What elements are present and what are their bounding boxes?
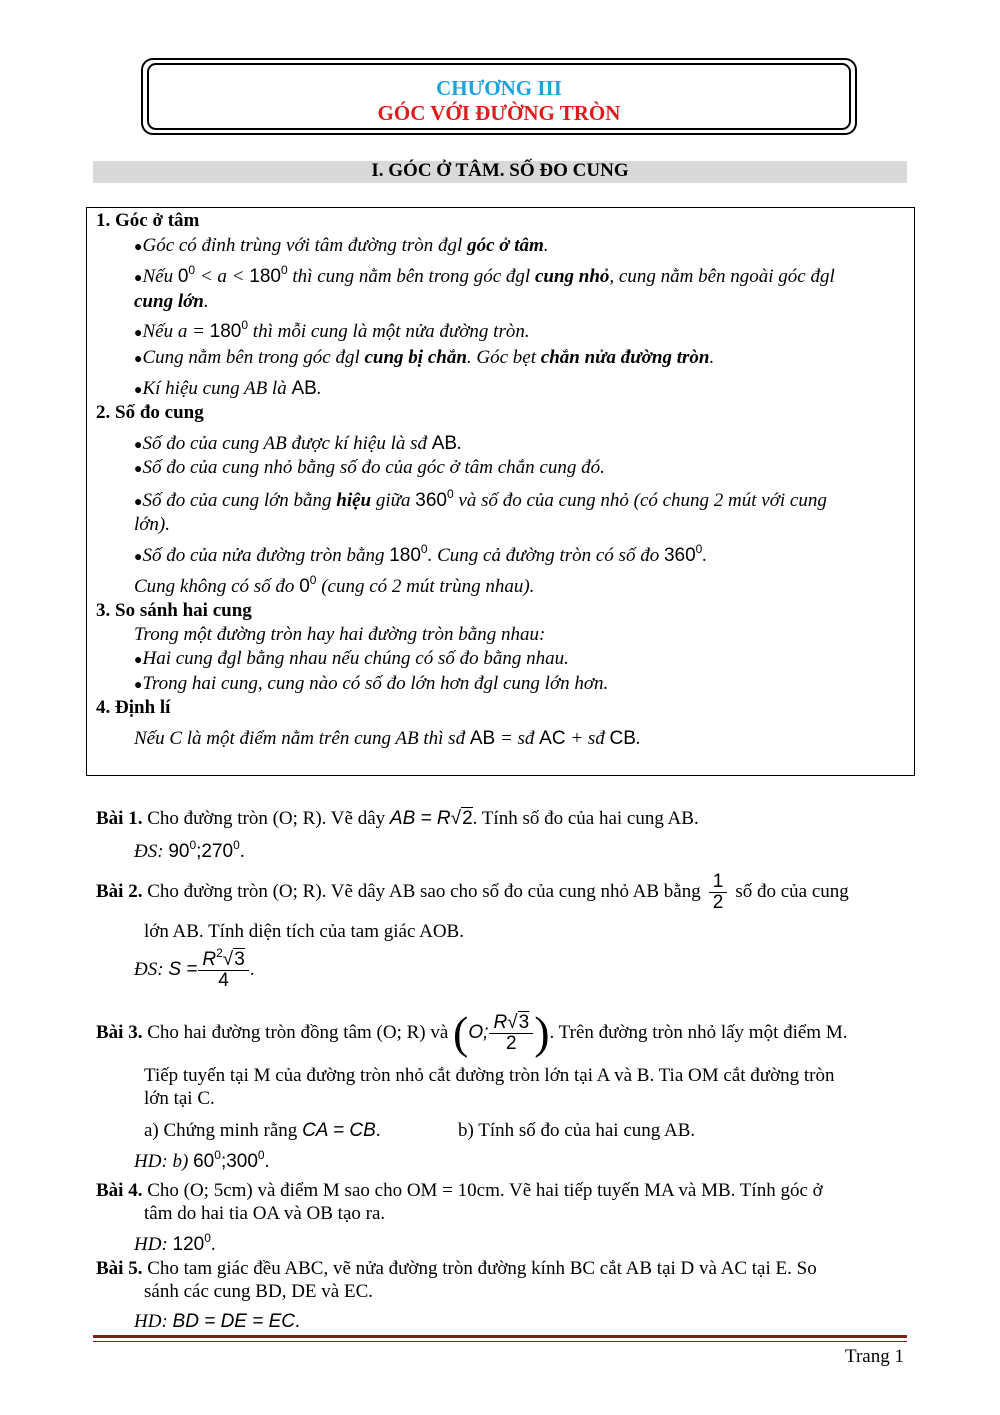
theory-line-6: ●Số đo của cung AB được kí hiệu là sđ AB.	[134, 433, 462, 454]
exercise-2-line2: lớn AB. Tính diện tích của tam giác AOB.	[144, 921, 464, 942]
right-paren: )	[534, 1007, 550, 1058]
theory-line-9: ●Số đo của nửa đường tròn bằng $180^0$. Cung cả đường tròn có số đo $360^0$.	[134, 542, 708, 566]
exercise-3-part-b: b) Tính số đo của hai cung AB.	[458, 1120, 696, 1141]
theory-line-1: ●Góc có đỉnh trùng với tâm đường tròn đgl góc ở tâm.	[134, 235, 549, 256]
exercise-4: Bài 4. Cho (O; 5cm) và điểm M sao cho OM = 10cm. Vẽ hai tiếp tuyến MA và MB. Tính góc ở	[96, 1180, 823, 1201]
theory-line-11: Trong một đường tròn hay hai đường tròn bằng nhau:	[134, 624, 546, 645]
theory-line-14: Nếu C là một điểm nằm trên cung AB thì sđ AB = sđ AC + sđ CB.	[134, 728, 641, 749]
exercise-3-line2: Tiếp tuyến tại M của đường tròn nhỏ cắt đường tròn lớn tại A và B. Tia OM cắt đường tròn	[144, 1065, 835, 1086]
exercise-4-hint: HD: $120^0$.	[134, 1231, 216, 1255]
heading-dinh-li: 4. Định lí	[96, 697, 171, 718]
theory-line-7: ●Số đo của cung nhỏ bằng số đo của góc ở tâm chắn cung đó.	[134, 457, 605, 478]
exercise-2: Bài 2. Cho đường tròn (O; R). Vẽ dây AB sao cho số đo của cung nhỏ AB bằng $\frac{1}{2}$ số đo của cung	[96, 871, 849, 913]
exercise-5-line2: sánh các cung BD, DE và EC.	[144, 1281, 373, 1302]
theory-line-8b: lớn).	[134, 514, 170, 535]
heading-so-sanh-hai-cung: 3. So sánh hai cung	[96, 600, 252, 621]
footer-rule-thick	[93, 1335, 907, 1338]
chapter-number: CHƯƠNG III	[436, 76, 562, 100]
theory-line-2: ●Nếu $0^0 < a < 180^0$ thì cung nằm bên trong góc đgl cung nhỏ, cung nằm bên ngoài góc đgl	[134, 263, 835, 287]
exercise-5-hint: HD: BD = DE = EC.	[134, 1311, 300, 1332]
exercise-3-line3: lớn tại C.	[144, 1088, 215, 1109]
theory-line-3: ●Nếu $a = 180^0$ thì mỗi cung là một nửa đường tròn.	[134, 318, 530, 342]
theory-line-12: ●Hai cung đgl bằng nhau nếu chúng có số đo bằng nhau.	[134, 648, 569, 669]
theory-line-2b: cung lớn.	[134, 291, 209, 312]
theory-line-8: ●Số đo của cung lớn bằng hiệu giữa $360^0$ và số đo của cung nhỏ (có chung 2 mút với cung	[134, 487, 827, 511]
footer-rule-thin	[93, 1341, 907, 1342]
left-paren: (	[453, 1007, 469, 1058]
exercise-4-line2: tâm do hai tia OA và OB tạo ra.	[144, 1203, 386, 1224]
heading-so-do-cung: 2. Số đo cung	[96, 402, 204, 423]
exercise-2-answer: ĐS: S = $\frac{R^2√3}{4}$ .	[134, 946, 255, 991]
theory-line-4: ●Cung nằm bên trong góc đgl cung bị chắn. Góc bẹt chắn nửa đường tròn.	[134, 347, 715, 368]
fraction-one-half: $\frac{1}{2}$	[711, 872, 726, 913]
chapter-title: GÓC VỚI ĐƯỜNG TRÒN	[377, 101, 621, 125]
exercise-1-answer: ĐS: $90^0;270^0$.	[134, 838, 245, 862]
exercise-1: Bài 1. Cho đường tròn (O; R). Vẽ dây AB = R√2. Tính số đo của hai cung AB.	[96, 808, 699, 829]
exercise-5: Bài 5. Cho tam giác đều ABC, vẽ nửa đường tròn đường kính BC cắt AB tại D và AC tại E. So	[96, 1258, 817, 1279]
fraction-radius: $\frac{R√3}{2}$	[491, 1013, 531, 1054]
exercise-3-hint: HD: b) $60^0;300^0$.	[134, 1148, 270, 1172]
theory-line-5: ●Kí hiệu cung AB là AB.	[134, 378, 322, 399]
page-number: Trang 1	[845, 1346, 904, 1367]
exercise-3: Bài 3. Cho hai đường tròn đồng tâm (O; R) và ( O; $\frac{R√3}{2}$ ) . Trên đường tròn nhỏ lấy một điểm M.	[96, 1007, 848, 1058]
section-title: I. GÓC Ở TÂM. SỐ ĐO CUNG	[371, 160, 629, 181]
exercise-3-part-a: a) Chứng minh rằng CA = CB.	[144, 1120, 381, 1141]
theory-line-10: Cung không có số đo $0^0$ (cung có 2 mút trùng nhau).	[134, 573, 535, 597]
theory-line-13: ●Trong hai cung, cung nào có số đo lớn hơn đgl cung lớn hơn.	[134, 673, 609, 694]
fraction-area: $\frac{R^2√3}{4}$	[200, 950, 246, 991]
heading-goc-o-tam: 1. Góc ở tâm	[96, 210, 200, 231]
